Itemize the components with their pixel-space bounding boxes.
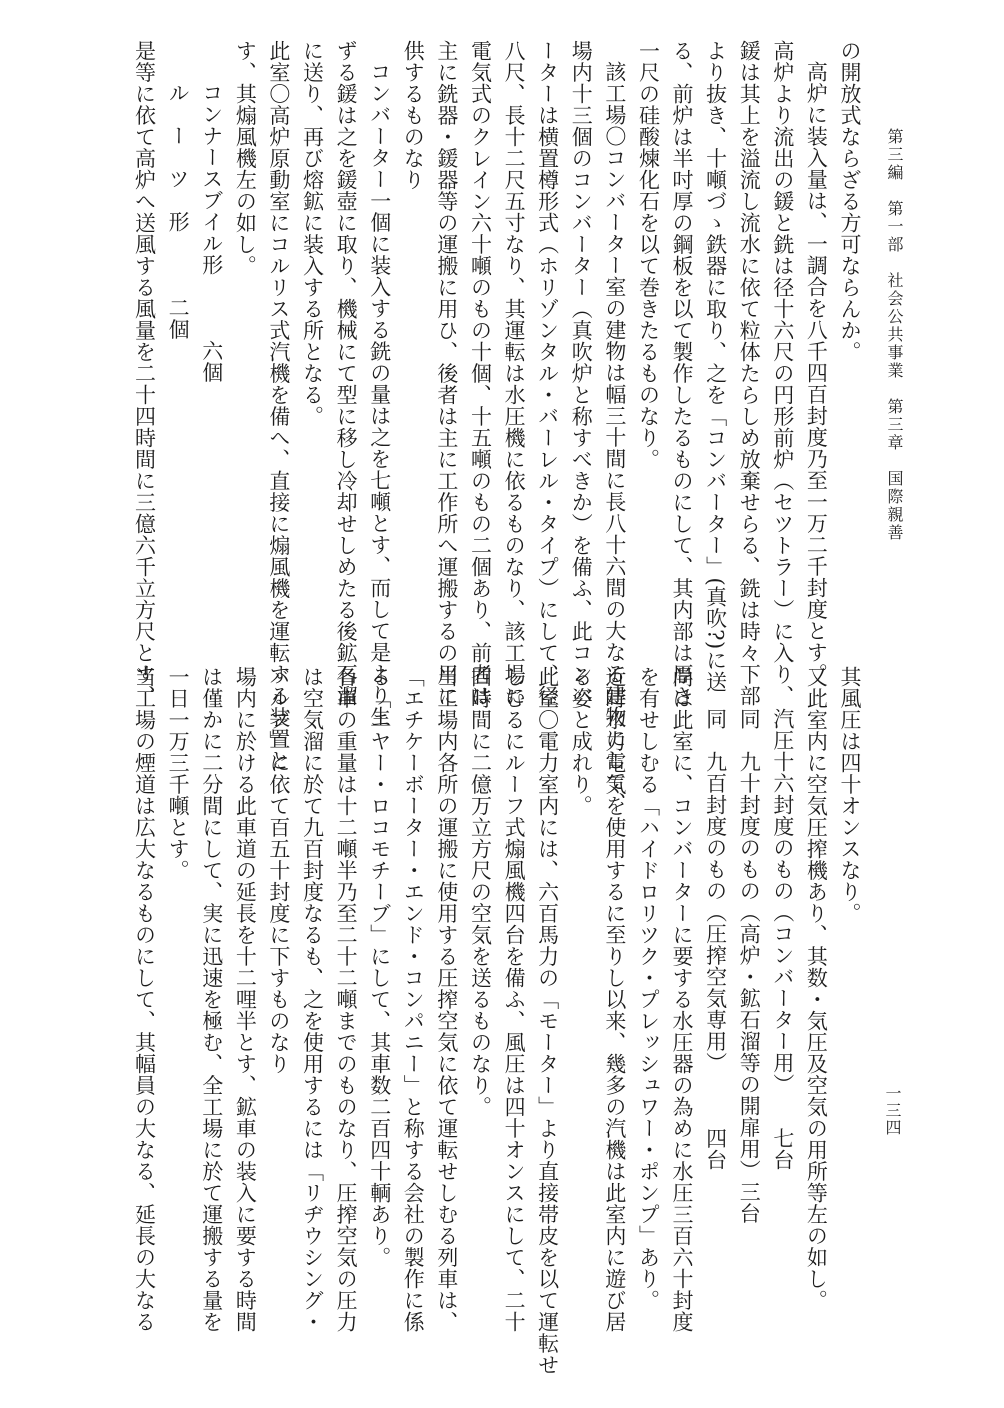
- text-line: 又此室内に空気圧搾機あり、其数・気圧及空気の用所等左の如し。: [804, 666, 829, 1311]
- text-line: 該工場〇コンバーター室の建物は幅三十間に長八十六間の大なる建物にして、: [602, 61, 627, 814]
- text-line: 各車の重量は十二噸半乃至二十二噸までのものなり、圧搾空気の圧力: [334, 666, 359, 1333]
- text-line: る姿と成れり。: [569, 666, 594, 817]
- text-line: に送り、再び熔鉱に装入する所となる。: [300, 40, 325, 427]
- compressor-list-item: 同 九百封度のもの（圧搾空気専用） 四台: [703, 708, 728, 1171]
- compressor-list-item: 同 九十封度のもの（高炉・鉱石溜等の開扉用）三台: [737, 708, 762, 1224]
- text-line: 主に銑器・鍰器等の運搬に用ひ、後者は主に工作所へ運搬するの用に: [434, 40, 459, 707]
- blower-list-item: コンナースブイル形 六個: [199, 82, 224, 383]
- text-line: 鍰は其上を溢流し流水に依て粒体たらしめ放棄せらる、銑は時々下部: [737, 40, 762, 707]
- compressor-list-item: 汽圧十六封度のもの（コンバーター用） 七台: [770, 708, 795, 1171]
- text-line: 電気式のクレイン六十噸のもの十個、十五噸のもの二個あり、前者は: [468, 40, 493, 707]
- text-line: 場内十三個のコンバーター（真吹炉と称すべきか）を備ふ、此コンバ: [569, 40, 594, 707]
- text-line: 是等に依て高炉へ送風する風量を二十四時間に三億六千立方尺とす、: [132, 40, 157, 707]
- text-line: 「エチケーボーター・エンド・コンパニー」と称する会社の製作に係: [401, 666, 426, 1333]
- blower-list-item: ル ー ツ 形 二個: [166, 82, 191, 340]
- text-line: 場内に於ける此車道の延長を十二哩半とす、鉱車の装入に要する時間: [233, 666, 258, 1333]
- text-line: コンバーター一個に装入する銑の量は之を七噸とす、而して是より生: [367, 61, 392, 728]
- text-line: ずる鍰は之を鍰壺に取り、機械にて型に移し冷却せしめたる後鉱石溜: [334, 40, 359, 707]
- text-line: 八尺、長十二尺五寸なり、其運転は水圧機に依るものなり、該工場に: [502, 40, 527, 707]
- text-line: 供するものなり: [401, 40, 426, 191]
- text-line: しむるにルーフ式煽風機四台を備ふ、風圧は四十オンスにして、二十: [502, 666, 527, 1333]
- header-title: 国際親善: [885, 470, 904, 542]
- running-header: [884, 128, 904, 542]
- text-line: 此室〇高炉原動室にコルリス式汽機を備へ、直接に煽風機を運転する装置と: [266, 40, 291, 771]
- text-line: は僅かに二分間にして、実に迅速を極む、全工場に於て運搬する量を: [199, 666, 224, 1333]
- header-part: 第三編: [885, 128, 904, 182]
- text-line: 四時間に二億万立方尺の空気を送るものなり。: [468, 666, 493, 1118]
- text-line: 高炉に装入量は、一調合を八千四百封度乃至一万二千封度とす。: [804, 61, 829, 685]
- page-number: 一三四: [883, 1085, 902, 1136]
- text-line: 尚は此室に、コンバーターに要する水圧器の為めに水圧三百六十封度: [670, 666, 695, 1333]
- text-line: バルブ」に依て百五十封度に下すものなり: [266, 666, 291, 1075]
- text-line: る、前炉は半吋厚の鋼板を以て製作したるものにして、其内部は厚さ: [670, 40, 695, 707]
- header-chapter: 第三章: [885, 398, 904, 452]
- text-line: 一尺の硅酸煉化石を以て巻きたるものなり。: [636, 40, 661, 470]
- header-section: 第一部: [885, 200, 904, 254]
- text-line: 高炉より流出の鍰と銑は径十六尺の円形前炉（セツトラー）に入り、: [770, 40, 795, 707]
- text-line: は空気溜に於て九百封度なるも、之を使用するには「リヂウシング・: [300, 666, 325, 1333]
- header-category: 社会公共事業: [885, 272, 904, 380]
- text-line: 近時水力電気を使用するに至りし以来、幾多の汽機は此室内に遊び居: [602, 666, 627, 1333]
- text-line: より抜き、十噸づゝ鉄器に取り、之を「コンバーター」(真吹?)に送: [703, 40, 728, 693]
- text-line: 其風圧は四十オンスなり。: [838, 666, 862, 924]
- text-line: 此室〇電力室内には、六百馬力の「モーター」より直接帯皮を以て運転せ: [535, 666, 560, 1376]
- text-line: の開放式ならざる方可ならんか。: [838, 40, 862, 363]
- text-block-lower: [127, 666, 866, 1376]
- text-line: を有せしむる「ハイドロリツク・プレッシュワー・ポンプ」あり。: [636, 666, 661, 1311]
- text-line: 一日一万三千噸とす。: [166, 666, 191, 881]
- text-line: す、其煽風機左の如し。: [233, 40, 258, 277]
- text-line: ーターは横置樽形式（ホリゾンタル・バーレル・タイプ）にして、径: [535, 40, 560, 707]
- text-line: 当工場の煙道は広大なるものにして、其幅員の大なる、延長の大なる: [132, 666, 157, 1333]
- text-line: 当工場内各所の運搬に使用する圧搾空気に依て運転せしむる列車は、: [434, 666, 459, 1333]
- text-line: る「エヤー・ロコモチーブ」にして、其車数二百四十輌あり。: [367, 666, 392, 1268]
